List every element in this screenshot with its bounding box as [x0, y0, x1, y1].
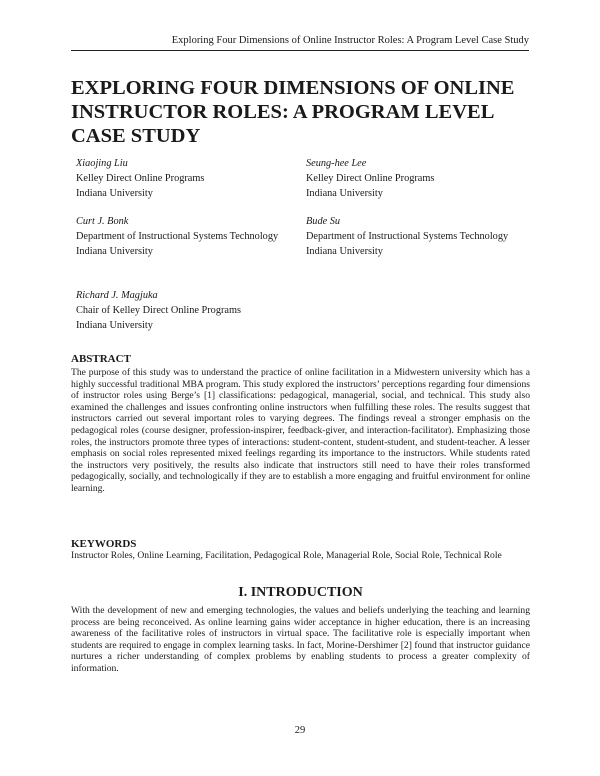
author-name: Richard J. Magjuka — [76, 290, 158, 301]
author-affiliation: Chair of Kelley Direct Online Programs — [76, 305, 241, 316]
author-name: Xiaojing Liu — [76, 158, 128, 169]
author-institution: Indiana University — [306, 188, 383, 199]
author-block — [306, 156, 434, 201]
title-line: CASE STUDY — [71, 125, 201, 147]
author-block — [76, 156, 204, 201]
paper-title — [71, 76, 541, 148]
abstract-text: The purpose of this study was to understand the practice of online facilitation in a Midwestern university which has a highly successful traditional MBA program. This study explored the instructors’ perceptions regarding four dimensions of instructor roles using Berge’s [1] classifications: pedagogical, managerial, social, and technical. This study also examined the challenges and issues confronting online instructors when fulfilling these roles. The results suggest that instructors carried out several important roles to varying degrees. The findings reveal a stronger emphasis on the pedagogical roles (course designer, profession-inspirer, feedback-giver, and interaction-facilitator). Emphasizing those roles, the instructors promote three types of interactions: student-content, student-student, and student-teacher. A lesser emphasis on social roles represented mixed feelings regarding its importance to the instructors. While students rated the instructors very positively, the results also indicate that instructors still need to have their roles transformed pedagogically, socially, and technologically if they are to establish a more engaging and fruitful environment for online learning. — [71, 367, 530, 494]
page-number: 29 — [294, 725, 306, 736]
author-block — [306, 214, 508, 259]
author-affiliation: Department of Instructional Systems Technology — [306, 231, 509, 242]
keywords-heading: KEYWORDS — [71, 538, 137, 550]
running-header: Exploring Four Dimensions of Online Instructor Roles: A Program Level Case Study — [171, 35, 529, 46]
abstract-heading: ABSTRACT — [71, 353, 131, 365]
author-institution: Indiana University — [306, 246, 383, 257]
author-name: Seung-hee Lee — [306, 158, 367, 169]
title-line: INSTRUCTOR ROLES: A PROGRAM LEVEL — [71, 101, 495, 123]
author-affiliation: Department of Instructional Systems Technology — [76, 231, 279, 242]
author-institution: Indiana University — [76, 246, 153, 257]
title-line: EXPLORING FOUR DIMENSIONS OF ONLINE — [71, 77, 515, 99]
author-name: Curt J. Bonk — [76, 216, 129, 227]
introduction-heading: I. INTRODUCTION — [238, 585, 363, 600]
author-block — [76, 214, 278, 259]
author-name: Bude Su — [306, 216, 341, 227]
header-rule — [71, 50, 529, 51]
author-affiliation: Kelley Direct Online Programs — [76, 173, 205, 184]
author-institution: Indiana University — [76, 320, 153, 331]
keywords-text: Instructor Roles, Online Learning, Facilitation, Pedagogical Role, Managerial Role, Social Role, Technical Role — [71, 550, 502, 561]
author-block — [76, 288, 241, 333]
author-institution: Indiana University — [76, 188, 153, 199]
author-affiliation: Kelley Direct Online Programs — [306, 173, 435, 184]
introduction-text: With the development of new and emerging technologies, the values and beliefs underlying the teaching and learning process are being reconceived. As online learning gains wider acceptance in higher education, there is an increasing awareness of the facilitative roles of instructors in virtual space. The facilitative role is especially important when students are required to engage in complex learning tasks. In fact, Morine-Dershimer [2] found that instructor guidance nurtures a richer understanding of complex problems by enabling students to process a greater complexity of information. — [71, 605, 530, 674]
